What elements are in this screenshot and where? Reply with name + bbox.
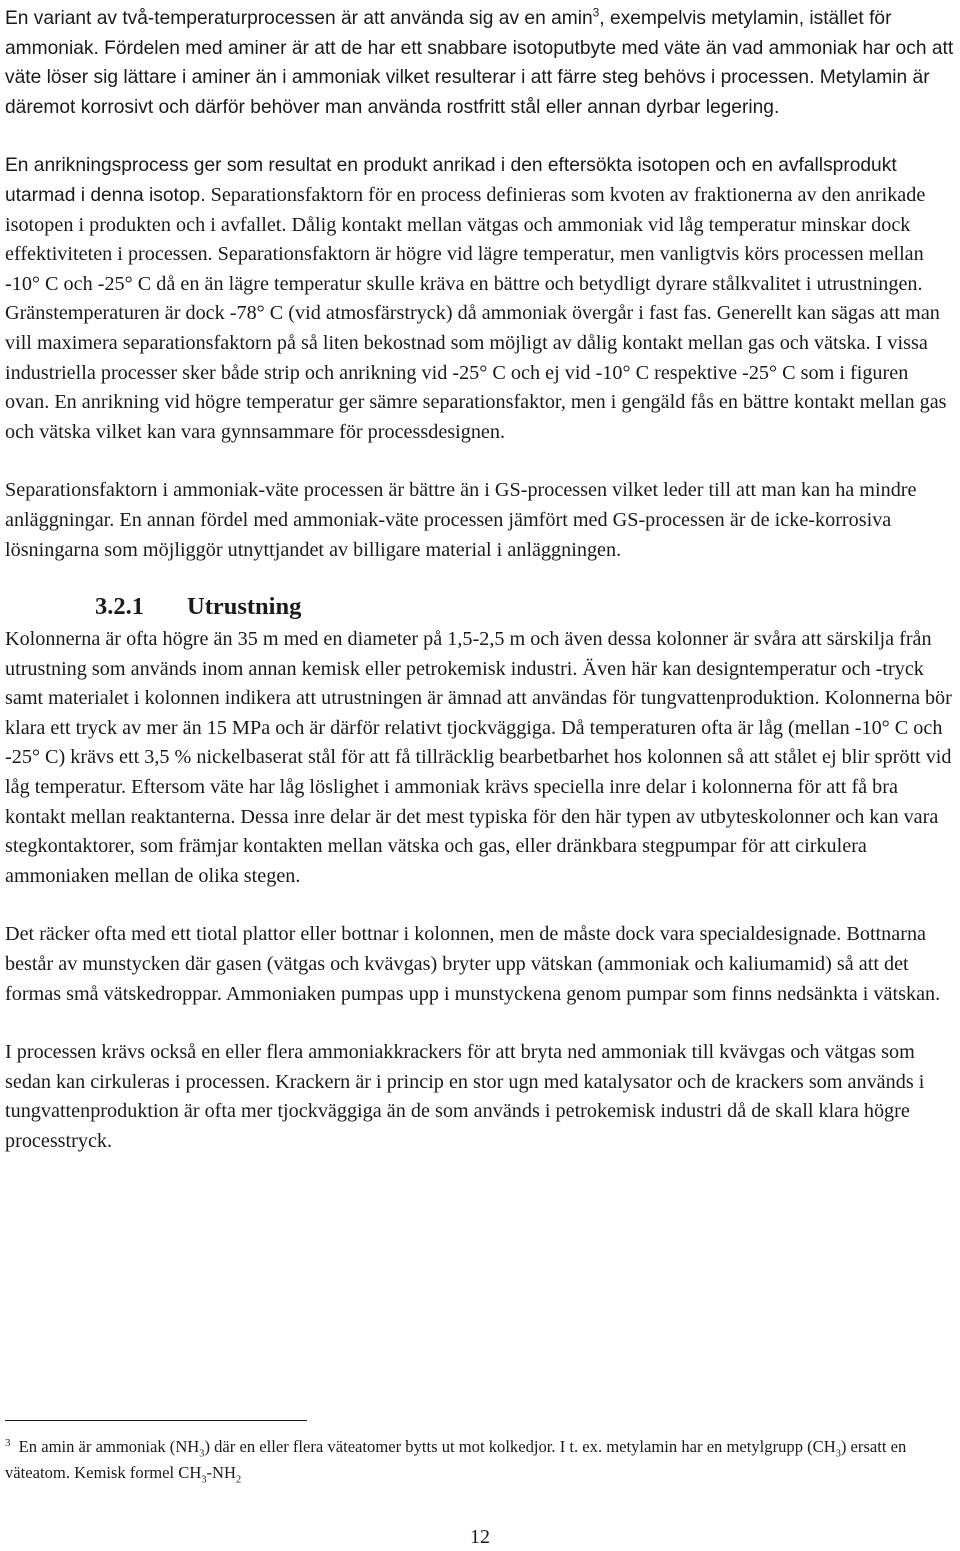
paragraph-text: En variant av två-temperaturprocessen är att använda sig av en amin <box>5 8 593 29</box>
footnote-text: ) ersatt en väteatom. Kemisk formel CH <box>5 1437 907 1482</box>
section-number: 3.2.1 <box>95 593 144 621</box>
subscript: 2 <box>235 1474 242 1486</box>
footnote-divider <box>5 1420 307 1421</box>
subscript: 3 <box>201 1474 207 1486</box>
paragraph-text: , exempelvis metylamin, istället för ammoniak. Fördelen med aminer är att de har ett snabbare isotoputbyte med väte än vad ammoniak har och att väte löser sig lättare i aminer än i ammoniak vilket resulterar i att färre steg behövs i processen. <box>5 8 954 89</box>
footnote-text: En amin är ammoniak (NH <box>14 1437 200 1456</box>
paragraph-text: Separationsfaktorn för en process definieras som kvoten av fraktionerna av den anrikade isotopen i produkten och i avfallet. Dålig kontakt mellan vätgas och ammoniak vid låg temperatur minskar dock effektiviteten i processen. Separationsfaktorn är högre vid lägre temperatur, men vanligtvis körs processen mellan -10° C och -25° C då en än lägre temperatur skulle kräva en bättre och betydligt dyrare stålkvalitet i utrustningen. Gränstemperaturen är dock -78° C (vid atmosfärstryck) då ammoniak övergår i fast fas. Generellt kan sägas att man vill maximera separationsfaktorn på så liten bekostnad som möjligt av dålig kontakt mellan gas och vätska. I vissa industriella processer sker både strip och anrikning vid -25° C och ej vid -10° C respektive -25° C som i figuren ovan. En anrikning vid högre temperatur ger sämre separationsfaktor, men i gengäld fås en bättre kontakt mellan gas och vätska vilket kan vara gynnsammare för processdesignen. <box>5 183 947 443</box>
subscript: 3 <box>199 1448 205 1460</box>
paragraph-text: Metylamin är däremot korrosivt och därför behöver man använda rostfritt stål eller annan dyrbar legering. <box>5 67 930 118</box>
paragraph-separation-factor: Separationsfaktorn i ammoniak-väte processen är bättre än i GS-processen vilket leder till att man kan ha mindre anläggningar. En annan fördel med ammoniak-väte processen jämfört med GS-processen är de icke-korrosiva lösningarna som möjliggör utnyttjandet av billigare material i anläggningen. <box>5 479 917 561</box>
page-number: 12 <box>470 1526 490 1548</box>
subscript: 3 <box>835 1448 841 1460</box>
section-heading <box>95 591 957 623</box>
section-title: Utrustning <box>187 593 302 621</box>
footnote-reference[interactable]: 3 <box>592 5 600 20</box>
footnote-text: -NH <box>206 1463 236 1482</box>
footnote-text: ) där en eller flera väteatomer bytts ut mot kolkedjor. I t. ex. metylamin har en metylgrupp (CH <box>204 1437 836 1456</box>
paragraph-amine-variant <box>5 4 957 122</box>
paragraph-crackers: I processen krävs också en eller flera ammoniakkrackers för att bryta ned ammoniak till kvävgas och vätgas som sedan kan cirkuleras i processen. Krackern är i princip en stor ugn med katalysator och de krackers som används i tungvattenproduktion är ofta mer tjockväggiga än de som används i petrokemisk industri då de skall klara högre processtryck. <box>5 1041 925 1152</box>
paragraph-enrichment-process <box>5 151 957 447</box>
paragraph-plates: Det räcker ofta med ett tiotal plattor eller bottnar i kolonnen, men de måste dock vara specialdesignade. Bottnarna består av munstycken där gasen (vätgas och kvävgas) bryter upp vätskan (ammoniak och kaliumamid) så att det formas små vätskedroppar. Ammoniaken pumpas upp i munstyckena genom pumpar som finns nedsänkta i vätskan. <box>5 923 941 1005</box>
paragraph-text: En anrikningsprocess ger som resultat en produkt anrikad i den eftersökta isotopen och en avfallsprodukt utarmad i denna isotop. <box>5 155 897 206</box>
footnote <box>5 1430 957 1486</box>
footnote-mark: 3 <box>5 1437 11 1449</box>
paragraph-columns: Kolonnerna är ofta högre än 35 m med en diameter på 1,5-2,5 m och även dessa kolonner är svåra att särskilja från utrustning som används inom annan kemisk eller petrokemisk industri. Även här kan designtemperatur och -tryck samt materialet i kolonnen indikera att utrustningen är ämnad att användas för tungvattenproduktion. Kolonnerna bör klara ett tryck av mer än 15 MPa och är därför relativt tjockväggiga. Då temperaturen ofta är låg (mellan -10° C och -25° C) krävs ett 3,5 % nickelbaserat stål för att få tillräcklig bearbetbarhet hos kolonnen så att stålet ej blir sprött vid låg temperatur. Eftersom väte har låg löslighet i ammoniak krävs speciella inre delar i kolonnerna för att få bra kontakt mellan reaktanterna. Dessa inre delar är det mest typiska för den här typen av utbyteskolonner och kan vara stegkontaktorer, som främjar kontakten mellan vätska och gas, eller dränkbara stegpumpar för att cirkulera ammoniaken mellan de olika stegen. <box>5 628 952 887</box>
document-body <box>5 4 957 1157</box>
